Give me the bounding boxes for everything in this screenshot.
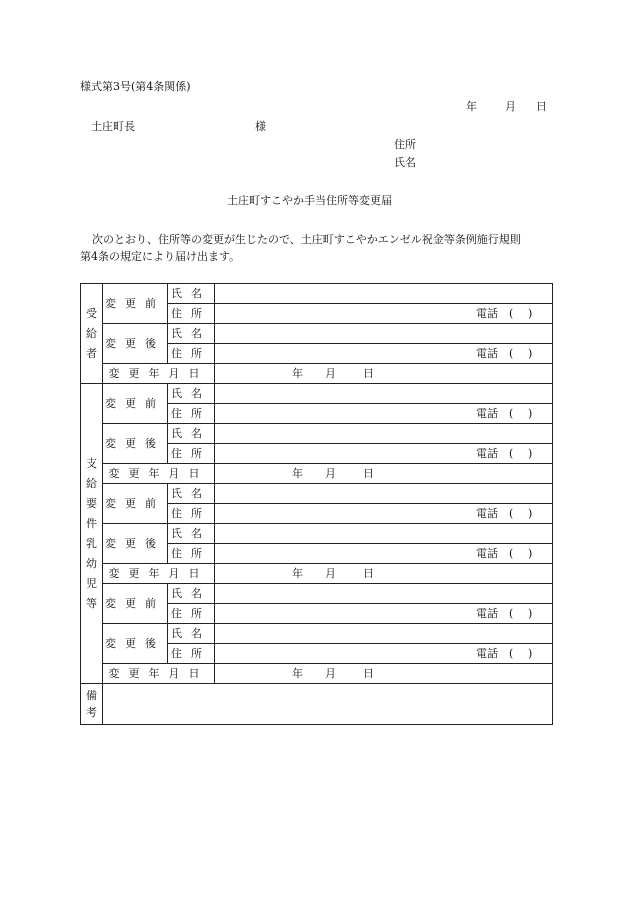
address-field-label: 住所 (168, 444, 215, 464)
change-date-value-cell (215, 464, 553, 484)
date-day-label: 日 (363, 567, 374, 580)
remarks-value-cell (103, 684, 553, 725)
table-row (81, 624, 553, 644)
name-field-label: 氏名 (168, 384, 215, 404)
phone-paren-close: ) (528, 507, 533, 520)
phone-paren-open: ( (509, 307, 514, 320)
table-row (81, 664, 553, 684)
name-field-label: 氏名 (168, 424, 215, 444)
form-number-label: 様式第3号(第4条関係) (80, 80, 191, 93)
address-value-cell (215, 404, 553, 424)
address-value-cell (215, 504, 553, 524)
phone-paren-close: ) (528, 647, 533, 660)
change-date-label: 変更年月日 (103, 464, 215, 484)
eligible-child-section-label-char: 等 (86, 597, 97, 610)
phone-label: 電話 (476, 307, 498, 320)
phone-label: 電話 (476, 447, 498, 460)
phone-paren-open: ( (509, 447, 514, 460)
eligible-child-section-label-char: 件 (86, 517, 97, 530)
address-field-label: 住所 (168, 544, 215, 564)
recipient-section-label-char: 者 (86, 347, 97, 360)
eligible-child-section-label (81, 384, 103, 684)
name-value-cell (215, 524, 553, 544)
name-value-cell (215, 284, 553, 304)
recipient-section-label-char: 給 (86, 327, 97, 340)
change-before-label: 変更前 (103, 584, 168, 624)
phone-paren-open: ( (509, 647, 514, 660)
address-value-cell (215, 444, 553, 464)
body-text-line-2: 第4条の規定により届け出ます。 (80, 250, 241, 263)
phone-label: 電話 (476, 607, 498, 620)
phone-label: 電話 (476, 347, 498, 360)
change-date-label: 変更年月日 (103, 564, 215, 584)
date-year-label: 年 (292, 567, 303, 580)
phone-paren-open: ( (509, 347, 514, 360)
address-value-cell (215, 544, 553, 564)
name-field-label: 氏名 (168, 624, 215, 644)
remarks-label (81, 684, 103, 725)
name-field-label: 氏名 (168, 284, 215, 304)
phone-paren-open: ( (509, 607, 514, 620)
date-year-label: 年 (466, 100, 477, 113)
phone-paren-close: ) (528, 607, 533, 620)
name-value-cell (215, 324, 553, 344)
phone-label: 電話 (476, 547, 498, 560)
table-row (81, 584, 553, 604)
date-month-label: 月 (505, 100, 516, 113)
recipient-section-label-char: 受 (86, 307, 97, 320)
change-date-value-cell (215, 364, 553, 384)
phone-paren-close: ) (528, 447, 533, 460)
date-year-label: 年 (292, 467, 303, 480)
address-value-cell (215, 304, 553, 324)
change-date-label: 変更年月日 (103, 664, 215, 684)
recipient-section-label (81, 284, 103, 384)
phone-paren-close: ) (528, 347, 533, 360)
eligible-child-section-label-char: 児 (86, 577, 97, 590)
table-row (81, 484, 553, 504)
addressee-name: 土庄町長 (91, 120, 135, 133)
change-date-value-cell (215, 564, 553, 584)
date-month-label: 月 (325, 367, 336, 380)
applicant-name-label: 氏名 (394, 156, 416, 169)
change-before-label: 変更前 (103, 284, 168, 324)
change-after-label: 変更後 (103, 524, 168, 564)
date-month-label: 月 (325, 467, 336, 480)
address-field-label: 住所 (168, 344, 215, 364)
phone-paren-open: ( (509, 547, 514, 560)
table-row (81, 364, 553, 384)
date-month-label: 月 (325, 667, 336, 680)
eligible-child-section-label-char: 乳 (86, 537, 97, 550)
phone-label: 電話 (476, 507, 498, 520)
table-row (81, 384, 553, 404)
change-after-label: 変更後 (103, 624, 168, 664)
address-value-cell (215, 604, 553, 624)
phone-paren-open: ( (509, 507, 514, 520)
address-value-cell (215, 644, 553, 664)
change-date-value-cell (215, 664, 553, 684)
date-day-label: 日 (363, 467, 374, 480)
name-field-label: 氏名 (168, 524, 215, 544)
phone-paren-open: ( (509, 407, 514, 420)
addressee-honorific: 様 (255, 120, 266, 133)
eligible-child-section-label-char: 幼 (86, 557, 97, 570)
name-value-cell (215, 424, 553, 444)
date-day-label: 日 (363, 367, 374, 380)
address-value-cell (215, 344, 553, 364)
change-before-label: 変更前 (103, 484, 168, 524)
address-field-label: 住所 (168, 604, 215, 624)
change-after-label: 変更後 (103, 424, 168, 464)
name-field-label: 氏名 (168, 584, 215, 604)
table-row (81, 464, 553, 484)
name-field-label: 氏名 (168, 484, 215, 504)
address-field-label: 住所 (168, 504, 215, 524)
date-day-label: 日 (536, 100, 547, 113)
phone-label: 電話 (476, 647, 498, 660)
change-after-label: 変更後 (103, 324, 168, 364)
name-value-cell (215, 584, 553, 604)
remarks-label-char: 備 (86, 689, 97, 702)
address-field-label: 住所 (168, 304, 215, 324)
applicant-address-label: 住所 (394, 138, 416, 151)
eligible-child-section-label-char: 給 (86, 477, 97, 490)
table-row (81, 564, 553, 584)
table-row (81, 324, 553, 344)
table-row (81, 524, 553, 544)
address-field-label: 住所 (168, 404, 215, 424)
name-field-label: 氏名 (168, 324, 215, 344)
name-value-cell (215, 484, 553, 504)
date-month-label: 月 (325, 567, 336, 580)
eligible-child-section-label-char: 要 (86, 497, 97, 510)
name-value-cell (215, 384, 553, 404)
document-title: 土庄町すこやか手当住所等変更届 (227, 194, 392, 207)
table-row (81, 424, 553, 444)
remarks-row (81, 684, 553, 725)
date-year-label: 年 (292, 667, 303, 680)
table-row (81, 284, 553, 304)
address-field-label: 住所 (168, 644, 215, 664)
phone-paren-close: ) (528, 307, 533, 320)
eligible-child-section-label-char: 支 (86, 457, 97, 470)
date-year-label: 年 (292, 367, 303, 380)
remarks-label-char: 考 (86, 706, 97, 719)
date-day-label: 日 (363, 667, 374, 680)
change-date-label: 変更年月日 (103, 364, 215, 384)
change-before-label: 変更前 (103, 384, 168, 424)
body-text-line-1: 次のとおり、住所等の変更が生じたので、土庄町すこやかエンゼル祝金等条例施行規則 (92, 233, 521, 246)
name-value-cell (215, 624, 553, 644)
phone-paren-close: ) (528, 547, 533, 560)
phone-label: 電話 (476, 407, 498, 420)
change-notification-table (80, 283, 553, 725)
phone-paren-close: ) (528, 407, 533, 420)
